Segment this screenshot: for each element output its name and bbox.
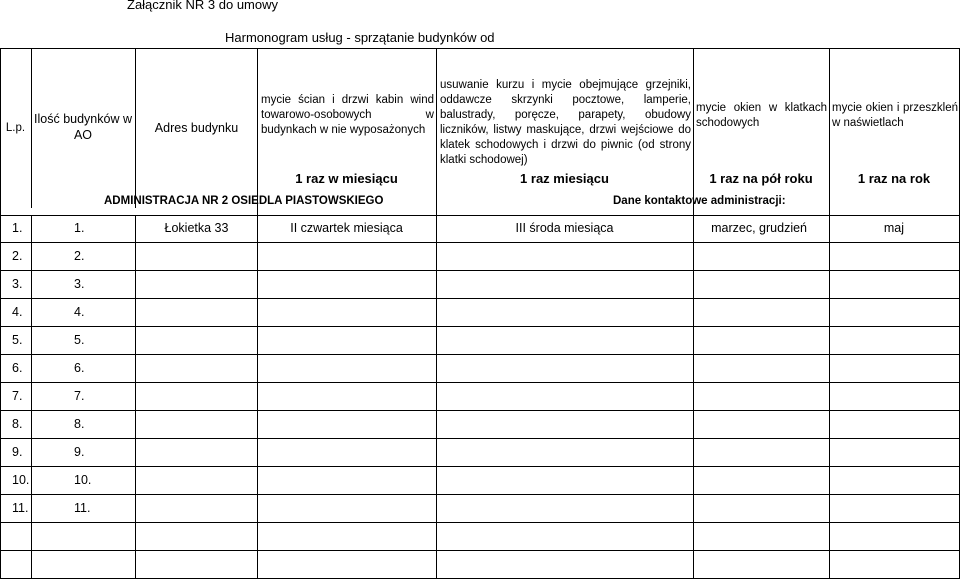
cell-walls — [257, 354, 436, 382]
cell-building-no: 4. — [74, 305, 85, 319]
cell-lp: 7. — [12, 389, 23, 403]
cell-dust — [436, 382, 693, 410]
cell-building-no: 10. — [74, 473, 92, 487]
attachment-label: Załącznik NR 3 do umowy — [127, 0, 278, 12]
cell-lp: 2. — [12, 249, 23, 263]
cell-walls — [257, 438, 436, 466]
cell-dust — [436, 298, 693, 326]
cell-building-no: 1. — [74, 221, 85, 235]
cell-windows-stairs: marzec, grudzień — [711, 221, 807, 235]
cell-walls — [257, 326, 436, 354]
frequency-dust: 1 raz miesiącu — [520, 171, 609, 186]
cell-building-no: 7. — [74, 389, 85, 403]
cell-windows-skylights: maj — [883, 221, 904, 235]
administration-name: ADMINISTRACJA NR 2 OSIEDLA PIASTOWSKIEGO — [104, 195, 384, 207]
cell-windows-skylights — [829, 242, 904, 270]
header-lp: L.p. — [5, 121, 26, 134]
cell-windows-skylights — [829, 326, 904, 354]
cell-address — [136, 326, 257, 354]
cell-windows-skylights — [829, 438, 904, 466]
cell-walls — [257, 242, 436, 270]
cell-lp: 5. — [12, 333, 23, 347]
cell-dust: III środa miesiąca — [515, 221, 614, 235]
cell-windows-skylights — [829, 270, 904, 298]
cell-building-no: 6. — [74, 361, 85, 375]
cell-walls — [257, 382, 436, 410]
frequency-windows-skylights: 1 raz na rok — [857, 171, 931, 186]
cell-windows-stairs — [693, 354, 807, 382]
frequency-walls: 1 raz w miesiącu — [295, 171, 398, 186]
cell-lp: 9. — [12, 445, 23, 459]
cell-windows-skylights — [829, 382, 904, 410]
header-dust: usuwanie kurzu i mycie obejmujące grzejniki, oddawcze skrzynki pocztowe, lamperie, balustrady, poręcze, parapety, obudowy liczników, listwy maskujące, drzwi wejściowe do klatek schodowych i drzwi do piwnic (od strony klatki schodowej) — [440, 79, 691, 166]
cell-building-no: 5. — [74, 333, 85, 347]
cell-windows-skylights — [829, 466, 904, 494]
cell-address — [136, 298, 257, 326]
cell-dust — [436, 466, 693, 494]
cell-walls — [257, 270, 436, 298]
cell-windows-stairs — [693, 242, 807, 270]
administration-contact: Dane kontaktowe administracji: — [613, 195, 786, 207]
cell-lp: 8. — [12, 417, 23, 431]
header-windows-skylights: mycie okien i przeszkleń w naświetlach — [832, 102, 958, 129]
cell-building-no: 9. — [74, 445, 85, 459]
cell-address — [136, 354, 257, 382]
cell-building-no: 8. — [74, 417, 85, 431]
cell-dust — [436, 242, 693, 270]
cell-windows-stairs — [693, 494, 807, 522]
header-address: Adres budynku — [154, 120, 239, 135]
cell-address — [136, 242, 257, 270]
cell-windows-stairs — [693, 410, 807, 438]
cell-lp: 11. — [12, 501, 29, 515]
cell-building-no: 2. — [74, 249, 85, 263]
cell-walls — [257, 494, 436, 522]
cell-windows-stairs — [693, 438, 807, 466]
header-windows-stairs: mycie okien w klatkach schodowych — [696, 102, 827, 129]
frequency-windows-stairs: 1 raz na pół roku — [709, 171, 813, 186]
cell-address — [136, 466, 257, 494]
schedule-title: Harmonogram usług - sprzątanie budynków od — [225, 30, 495, 45]
cell-windows-stairs — [693, 270, 807, 298]
cell-address — [136, 270, 257, 298]
cell-windows-stairs — [693, 382, 807, 410]
cell-address — [136, 382, 257, 410]
cell-walls — [257, 298, 436, 326]
cell-dust — [436, 270, 693, 298]
header-building-count: Ilość budynków w AO — [34, 111, 132, 142]
cell-address — [136, 438, 257, 466]
cell-windows-skylights — [829, 494, 904, 522]
cell-lp: 6. — [12, 361, 23, 375]
cell-dust — [436, 438, 693, 466]
cell-address — [136, 410, 257, 438]
cell-building-no: 3. — [74, 277, 85, 291]
header-walls: mycie ścian i drzwi kabin wind towarowo-osobowych w budynkach w nie wyposażonych — [261, 94, 434, 136]
cell-windows-stairs — [693, 298, 807, 326]
cell-lp: 10. — [12, 473, 30, 487]
cell-windows-skylights — [829, 410, 904, 438]
cell-walls — [257, 466, 436, 494]
cell-walls: II czwartek miesiąca — [290, 221, 403, 235]
cell-walls — [257, 410, 436, 438]
cell-windows-stairs — [693, 326, 807, 354]
cell-dust — [436, 326, 693, 354]
cell-windows-skylights — [829, 298, 904, 326]
cell-dust — [436, 354, 693, 382]
cell-dust — [436, 494, 693, 522]
cell-building-no: 11. — [74, 501, 91, 515]
cell-lp: 1. — [12, 221, 23, 235]
cell-lp: 4. — [12, 305, 23, 319]
cell-address: Łokietka 33 — [164, 221, 229, 235]
cell-lp: 3. — [12, 277, 23, 291]
cell-address — [136, 494, 257, 522]
cell-dust — [436, 410, 693, 438]
cell-windows-skylights — [829, 354, 904, 382]
cell-windows-stairs — [693, 466, 807, 494]
